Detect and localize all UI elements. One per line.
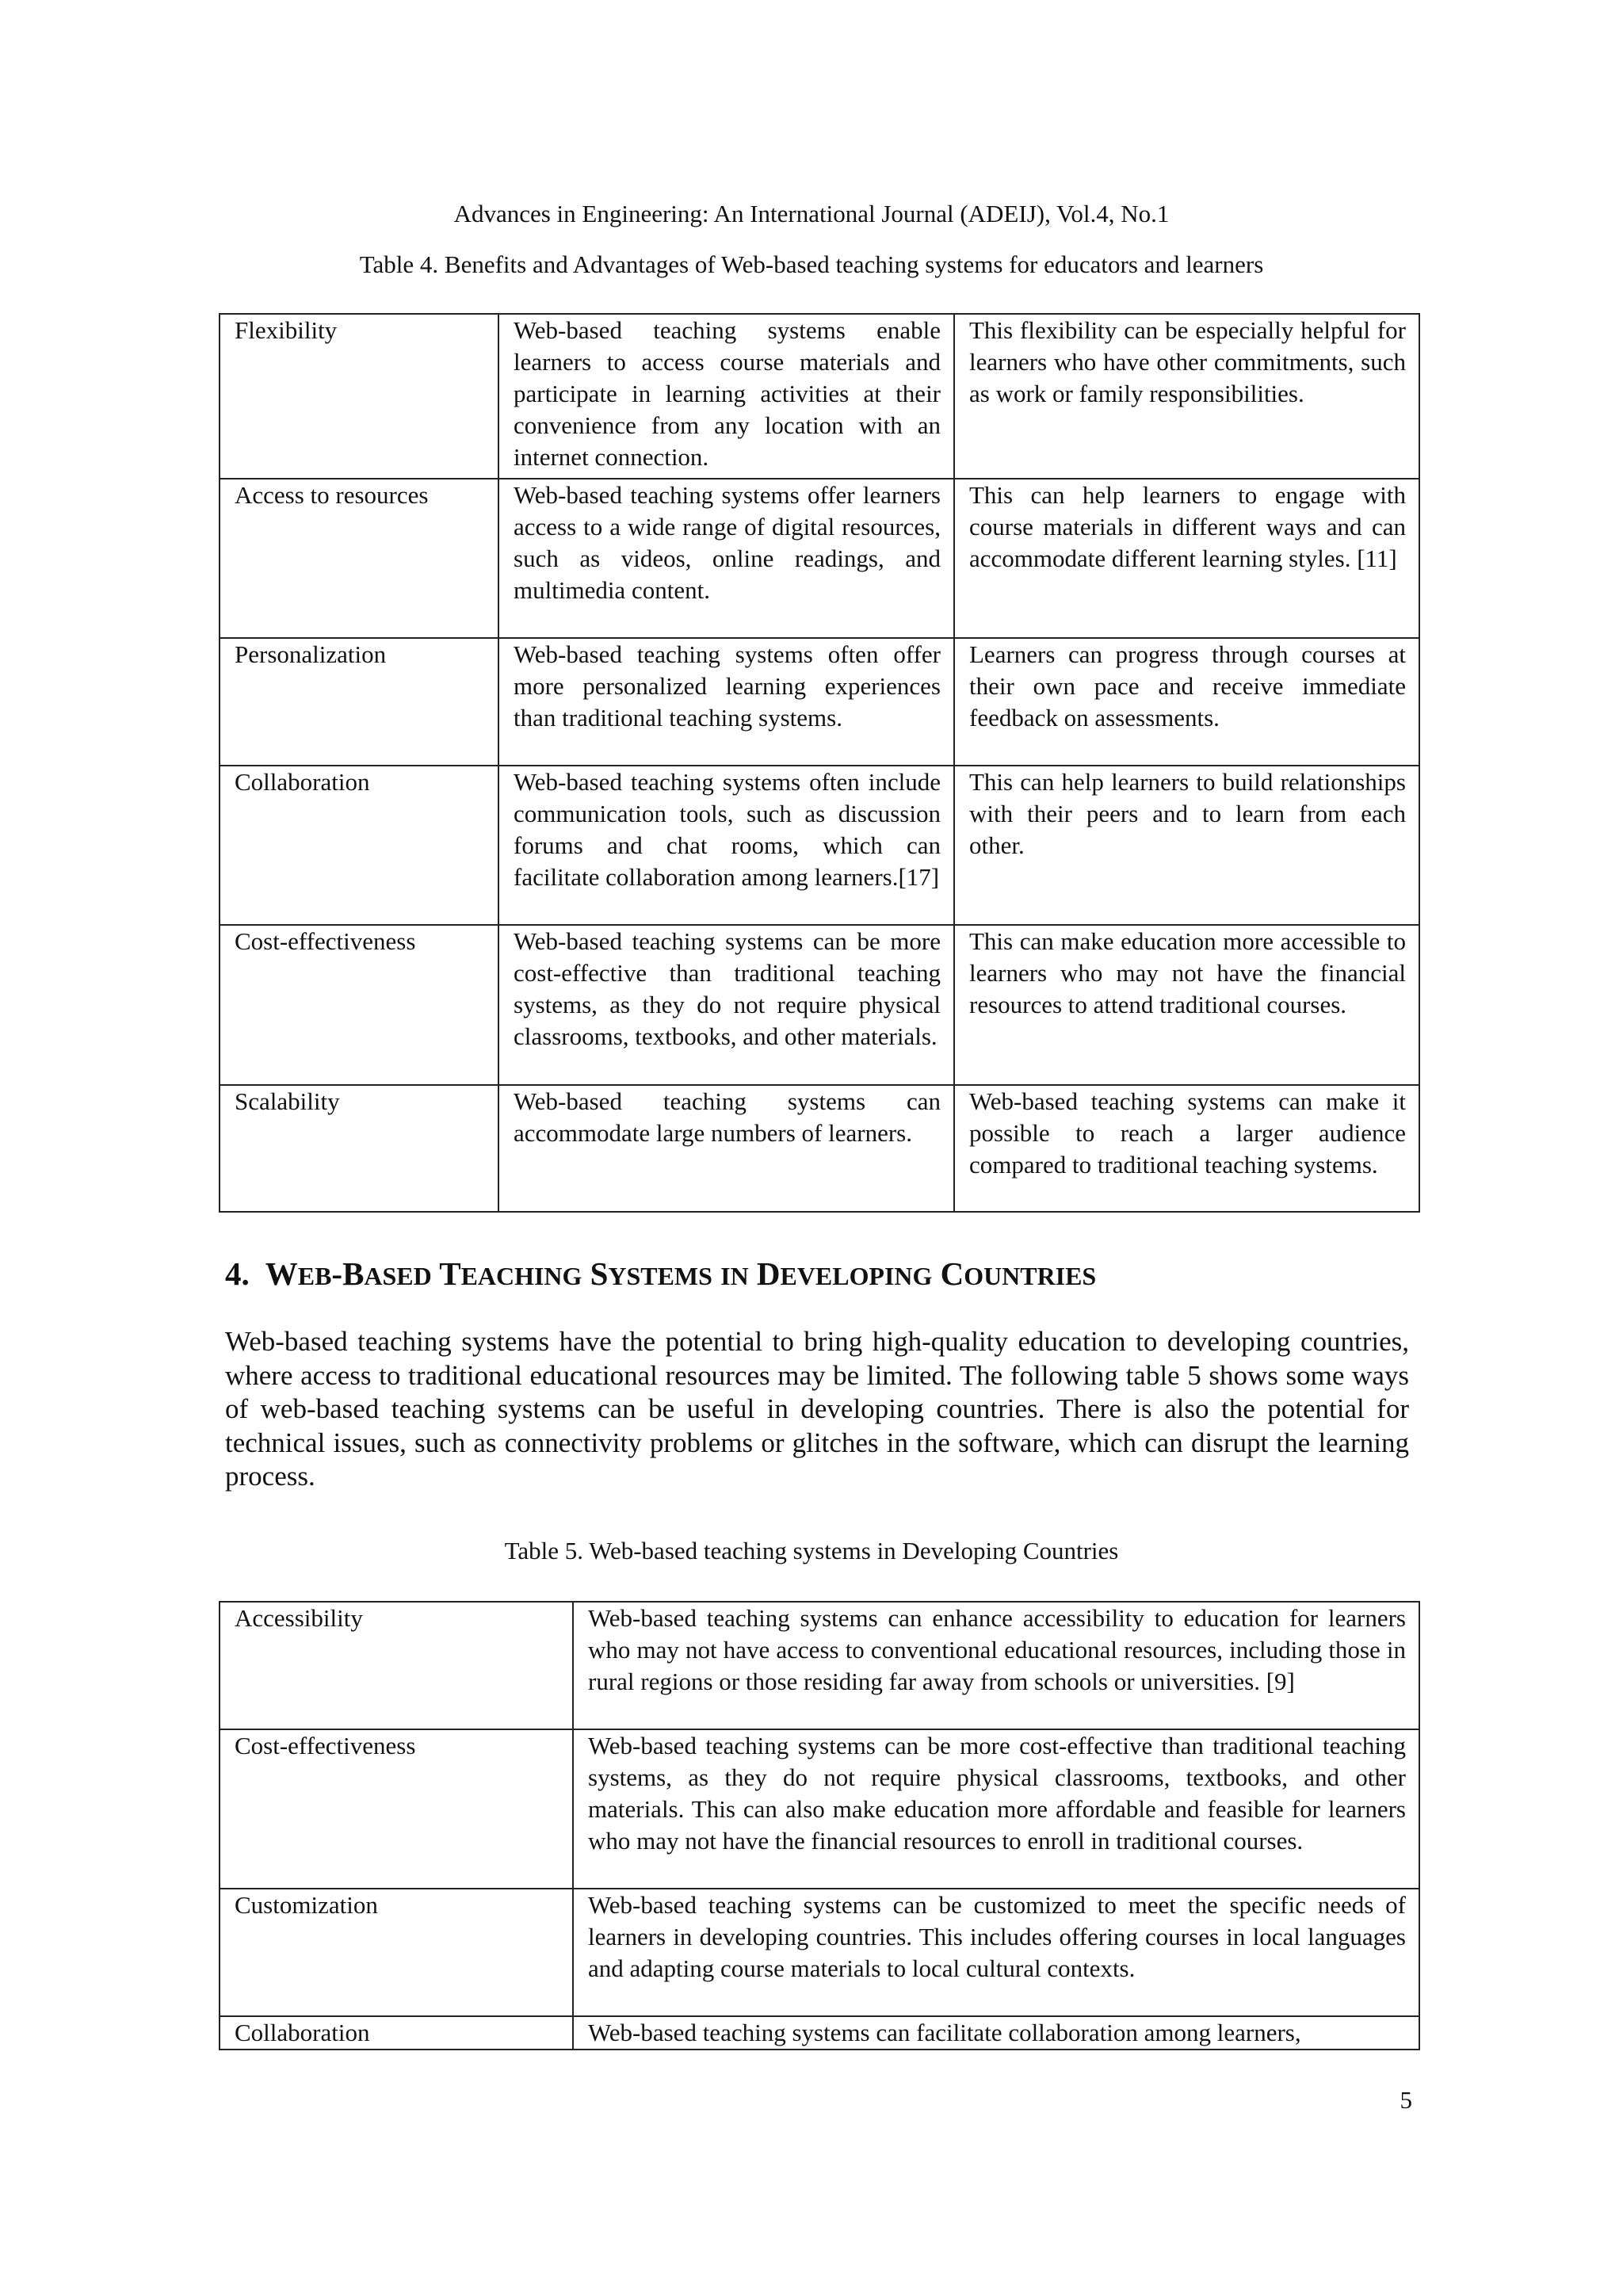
- page-number: 5: [1400, 2086, 1412, 2114]
- table-4-impact-cell: This can help learners to build relationships with their peers and to learn from each other.: [954, 766, 1419, 925]
- table-5-label-cell: Collaboration: [220, 2016, 573, 2050]
- table-5-label-cell: Accessibility: [220, 1602, 573, 1729]
- table-4-label-cell: Access to resources: [220, 479, 498, 638]
- table-5: [219, 1601, 1420, 2050]
- table-4-row: [220, 766, 1419, 925]
- table-5-label-cell: Customization: [220, 1889, 573, 2016]
- table-4-description-cell: Web-based teaching systems offer learners access to a wide range of digital resources, such as videos, online readings, and multimedia content.: [498, 479, 954, 638]
- table-4-label-cell: Personalization: [220, 638, 498, 766]
- section-4-paragraph: Web-based teaching systems have the potential to bring high-quality education to developing countries, where access to traditional educational resources may be limited. The following table 5 shows some ways of web-based teaching systems can be useful in developing countries. There is also the potential for technical issues, such as connectivity problems or glitches in the software, which can disrupt the learning process.: [225, 1326, 1409, 1492]
- table-4-impact-cell: Learners can progress through courses at their own pace and receive immediate feedback on assessments.: [954, 638, 1419, 766]
- table-4-caption: Table 4. Benefits and Advantages of Web-based teaching systems for educators and learners: [359, 250, 1264, 278]
- table-5-row: [220, 1729, 1419, 1889]
- table-4-label-cell: Scalability: [220, 1085, 498, 1212]
- table-4-description-cell: Web-based teaching systems enable learners to access course materials and participate in learning activities at their convenience from any location with an internet connection.: [498, 314, 954, 479]
- section-4-heading: [225, 1254, 1414, 1297]
- table-4-row: [220, 638, 1419, 766]
- table-5-description-cell: Web-based teaching systems can be customized to meet the specific needs of learners in developing countries. This includes offering courses in local languages and adapting course materials to local cultural contexts.: [573, 1889, 1419, 2016]
- table-4-impact-cell: Web-based teaching systems can make it possible to reach a larger audience compared to traditional teaching systems.: [954, 1085, 1419, 1212]
- table-4-label-cell: Collaboration: [220, 766, 498, 925]
- table-5-row: [220, 1602, 1419, 1729]
- section-title: WEB-BASED TEACHING SYSTEMS IN DEVELOPING COUNTRIES: [265, 1255, 1097, 1292]
- table-4-description-cell: Web-based teaching systems often offer more personalized learning experiences than traditional teaching systems.: [498, 638, 954, 766]
- table-4-row: [220, 925, 1419, 1085]
- table-4-row: [220, 314, 1419, 479]
- table-5-description-cell: Web-based teaching systems can enhance accessibility to education for learners who may not have access to conventional educational resources, including those in rural regions or those residing far away from schools or universities. [9]: [573, 1602, 1419, 1729]
- table-5-description-cell: Web-based teaching systems can facilitate collaboration among learners,: [573, 2016, 1419, 2050]
- table-4-impact-cell: This can help learners to engage with course materials in different ways and can accommodate different learning styles. [11]: [954, 479, 1419, 638]
- table-4-description-cell: Web-based teaching systems often include communication tools, such as discussion forums and chat rooms, which can facilitate collaboration among learners.[17]: [498, 766, 954, 925]
- running-header: Advances in Engineering: An International Journal (ADEIJ), Vol.4, No.1: [453, 200, 1170, 227]
- table-4-label-cell: Cost-effectiveness: [220, 925, 498, 1085]
- table-5-label-cell: Cost-effectiveness: [220, 1729, 573, 1889]
- table-5-row: [220, 1889, 1419, 2016]
- table-4: [219, 313, 1420, 1213]
- table-4-description-cell: Web-based teaching systems can be more cost-effective than traditional teaching systems, as they do not require physical classrooms, textbooks, and other materials.: [498, 925, 954, 1085]
- table-4-description-cell: Web-based teaching systems can accommodate large numbers of learners.: [498, 1085, 954, 1212]
- table-4-row: [220, 479, 1419, 638]
- table-5-caption: Table 5. Web-based teaching systems in Developing Countries: [504, 1537, 1119, 1564]
- table-5-row: [220, 2016, 1419, 2050]
- section-number: 4.: [225, 1255, 250, 1292]
- table-4-label-cell: Flexibility: [220, 314, 498, 479]
- table-4-row: [220, 1085, 1419, 1212]
- table-4-impact-cell: This can make education more accessible to learners who may not have the financial resources to attend traditional courses.: [954, 925, 1419, 1085]
- table-4-impact-cell: This flexibility can be especially helpful for learners who have other commitments, such as work or family responsibilities.: [954, 314, 1419, 479]
- table-5-description-cell: Web-based teaching systems can be more cost-effective than traditional teaching systems, as they do not require physical classrooms, textbooks, and other materials. This can also make education more affordable and feasible for learners who may not have the financial resources to enroll in traditional courses.: [573, 1729, 1419, 1889]
